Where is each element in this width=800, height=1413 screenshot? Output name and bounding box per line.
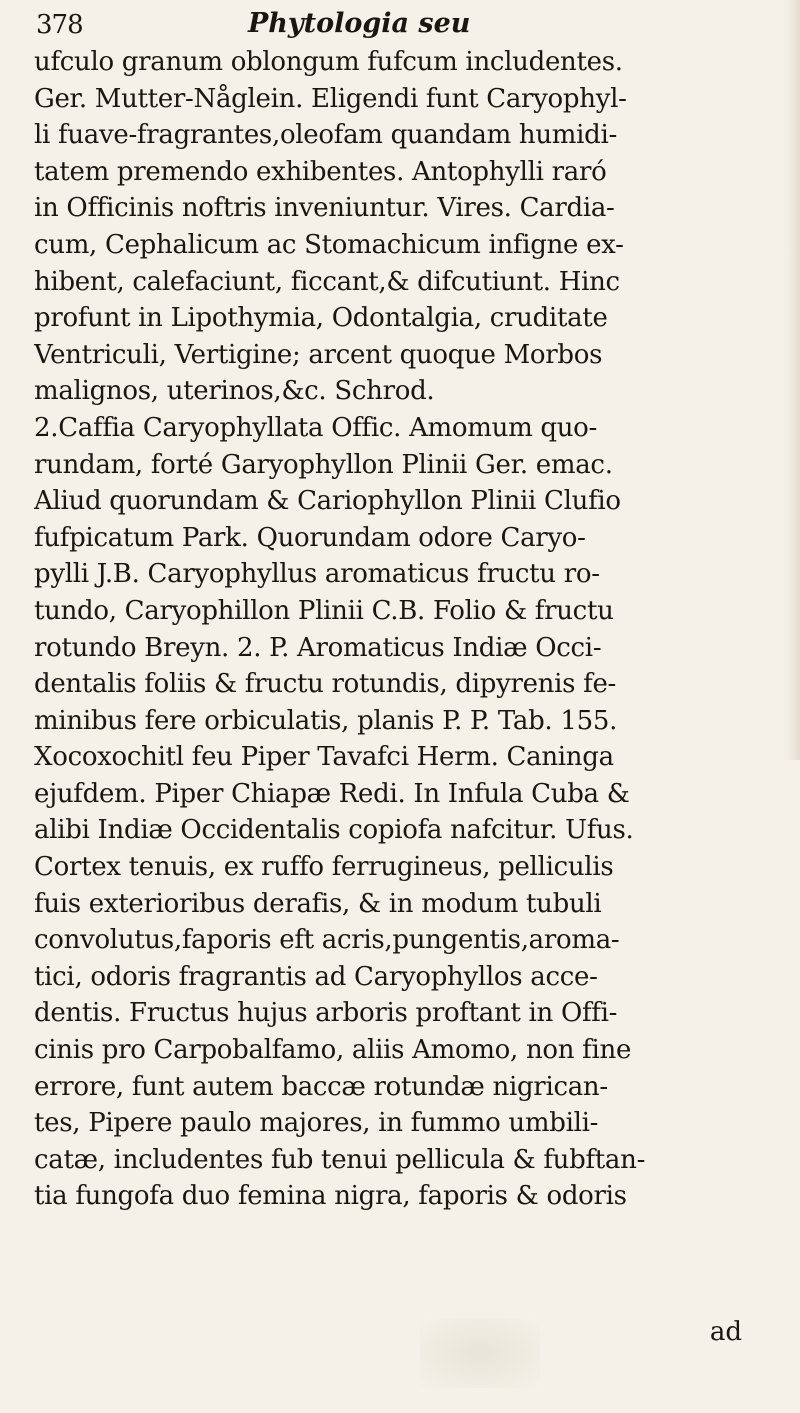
text-line: rundam, forté Garyophyllon Plinii Ger. emac. (34, 449, 613, 480)
text-line: Xocoxochitl feu Piper Tavafci Herm. Caninga (34, 742, 614, 773)
page-edge-shadow (786, 0, 800, 760)
text-line: catæ, includentes fub tenui pellicula & fubftan- (34, 1144, 646, 1175)
text-line: malignos, uterinos,&c. Schrod. (34, 376, 435, 407)
text-line: cum, Cephalicum ac Stomachicum infigne ex- (34, 229, 624, 260)
text-line: fufpicatum Park. Quorundam odore Caryo- (34, 522, 586, 553)
text-line: convolutus,faporis eft acris,pungentis,aroma- (34, 925, 620, 956)
text-line: ejufdem. Piper Chiapæ Redi. In Infula Cuba & (34, 778, 630, 809)
text-line: 2.Caffia Caryophyllata Offic. Amomum quo- (34, 412, 598, 443)
text-line: Ger. Mutter-Någlein. Eligendi funt Caryophyl- (34, 83, 627, 114)
page-number: 378 (36, 10, 83, 40)
text-line: dentalis foliis & fructu rotundis, dipyrenis fe- (34, 669, 617, 700)
paper-stain (420, 1318, 540, 1388)
text-line: tes, Pipere paulo majores, in fummo umbili- (34, 1108, 599, 1139)
catchword: ad (709, 1317, 742, 1347)
text-line: fuis exterioribus derafis, & in modum tubuli (34, 888, 602, 919)
text-line: tici, odoris fragrantis ad Caryophyllos acce- (34, 961, 598, 992)
text-line: Aliud quorundam & Cariophyllon Plinii Clufio (34, 486, 621, 517)
running-title: Phytologia seu (248, 8, 471, 39)
text-line: profunt in Lipothymia, Odontalgia, cruditate (34, 303, 608, 334)
text-line: pylli J.B. Caryophyllus aromaticus fructu ro- (34, 559, 600, 590)
text-line: in Officinis noftris inveniuntur. Vires. Cardia- (34, 193, 615, 224)
text-line: alibi Indiæ Occidentalis copiofa nafcitur. Ufus. (34, 815, 634, 846)
running-head (36, 10, 760, 44)
text-line: Ventriculi, Vertigine; arcent quoque Morbos (34, 339, 603, 370)
text-line: tatem premendo exhibentes. Antophylli raró (34, 156, 607, 187)
text-line: minibus fere orbiculatis, planis P. P. Tab. 155. (34, 705, 618, 736)
text-line: rotundo Breyn. 2. P. Aromaticus Indiæ Occi- (34, 632, 602, 663)
text-line: dentis. Fructus hujus arboris proftant in Offi- (34, 998, 618, 1029)
text-line: li fuave-fragrantes,oleofam quandam humidi- (34, 120, 617, 151)
text-line: cinis pro Carpobalfamo, aliis Amomo, non fine (34, 1035, 632, 1066)
text-line: tundo, Caryophillon Plinii C.B. Folio & fructu (34, 595, 614, 626)
text-line: hibent, calefaciunt, ficcant,& difcutiunt. Hinc (34, 266, 620, 297)
text-line: errore, funt autem baccæ rotundæ nigrican- (34, 1071, 608, 1102)
text-line: ufculo granum oblongum fufcum includentes. (34, 47, 623, 77)
text-line: Cortex tenuis, ex ruffo ferrugineus, pelliculis (34, 852, 614, 883)
text-line: tia fungofa duo femina nigra, faporis & odoris (34, 1181, 627, 1212)
body-text (34, 44, 774, 1215)
